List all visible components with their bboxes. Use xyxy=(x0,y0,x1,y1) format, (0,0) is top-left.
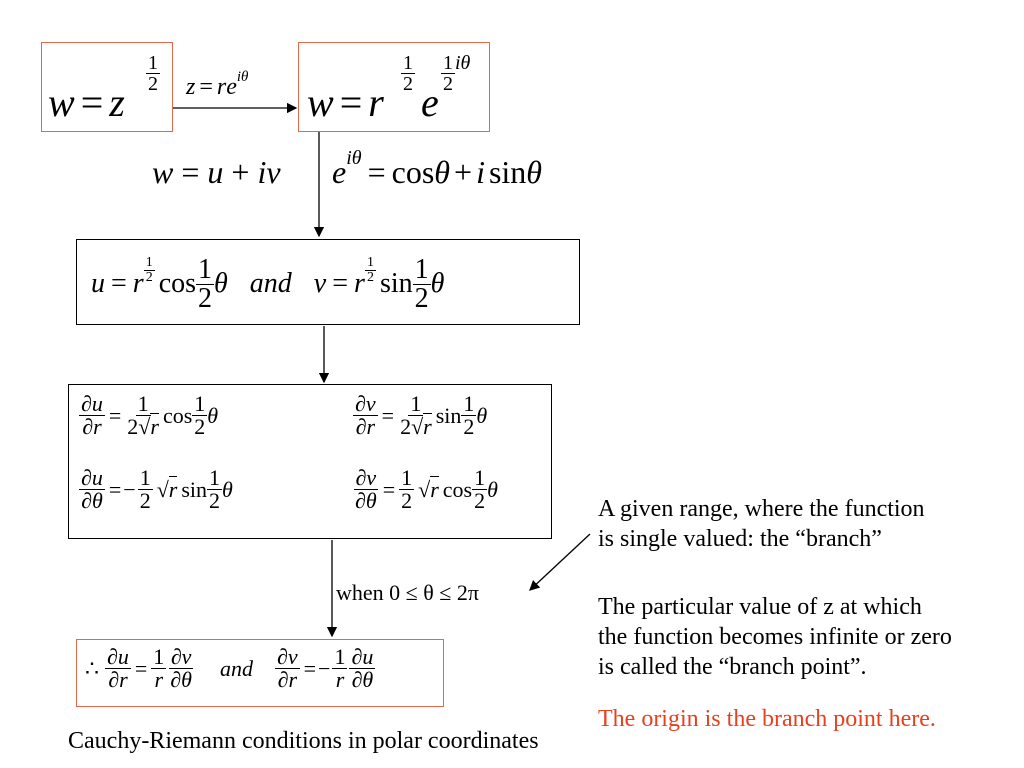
note-origin: The origin is the branch point here. xyxy=(598,706,936,732)
euler-formula: e iθ = cos θ + i sin θ xyxy=(332,147,543,190)
w-equals-u-plus-iv: w = u + i v xyxy=(152,154,281,190)
e-exponent: $\frac{1}{2}$ iθ xyxy=(443,52,471,95)
du-dr-equation: $\frac{\partial u}{\partial r}$ = $\frac{1}{2√r}$ cos $\frac{1}{2}$ θ xyxy=(81,391,219,439)
therefore-symbol: ∴ xyxy=(85,655,99,681)
dv-dr-equation: $\frac{\partial v}{\partial r}$ = $\frac{1}{2√r}$ sin $\frac{1}{2}$ θ xyxy=(355,391,488,439)
e-symbol: e xyxy=(421,80,439,125)
cauchy-riemann-box: ∴ $\frac{\partial u}{\partial r}$ = $\frac{1}{r}$ $\frac{\partial v}{\partial\theta}$ and $\frac{\partial v}{\partial r}$ = − $\frac{1}{r}$ $\frac{\partial u}{\partial\theta}$ xyxy=(76,639,444,707)
r-exponent-fraction: $\frac{1}{2}$ xyxy=(403,52,413,95)
arrow-note-to-condition xyxy=(530,534,590,590)
dv-dtheta-equation: $\frac{\partial v}{\partial\theta}$ = $\frac{1}{2}$ √ r cos $\frac{1}{2}$ θ xyxy=(355,465,498,513)
equals-sign: = xyxy=(80,80,104,125)
equation-box-w-z xyxy=(41,42,173,132)
note-branch-point: The particular value of z at which the function becomes infinite or zero is called the “branch point”. xyxy=(598,594,952,680)
z-symbol: z xyxy=(109,80,125,125)
w-symbol: w xyxy=(48,80,75,125)
substitution-label: z = r e iθ xyxy=(186,69,249,100)
exponent-fraction: $\frac{1}{2}$ xyxy=(148,52,158,95)
equation-box-w-polar: w = r $\frac{1}{2}$ e $\frac{1}{2}$ iθ xyxy=(298,42,490,132)
caption: Cauchy-Riemann conditions in polar coordinates xyxy=(68,728,539,754)
note-branch: A given range, where the function is single valued: the “branch” xyxy=(598,496,925,552)
range-condition-label: when 0 ≤ θ ≤ 2π xyxy=(336,580,479,605)
equation-box-u-v: u = r $\frac{1}{2}$ cos $\frac{1}{2}$ θ and v = r $\frac{1}{2}$ sin $\frac{1}{2}$ θ xyxy=(76,239,580,325)
partial-derivatives-box xyxy=(68,384,552,539)
du-dtheta-equation: $\frac{\partial u}{\partial\theta}$ = − $\frac{1}{2}$ √ r sin $\frac{1}{2}$ θ xyxy=(81,465,233,513)
